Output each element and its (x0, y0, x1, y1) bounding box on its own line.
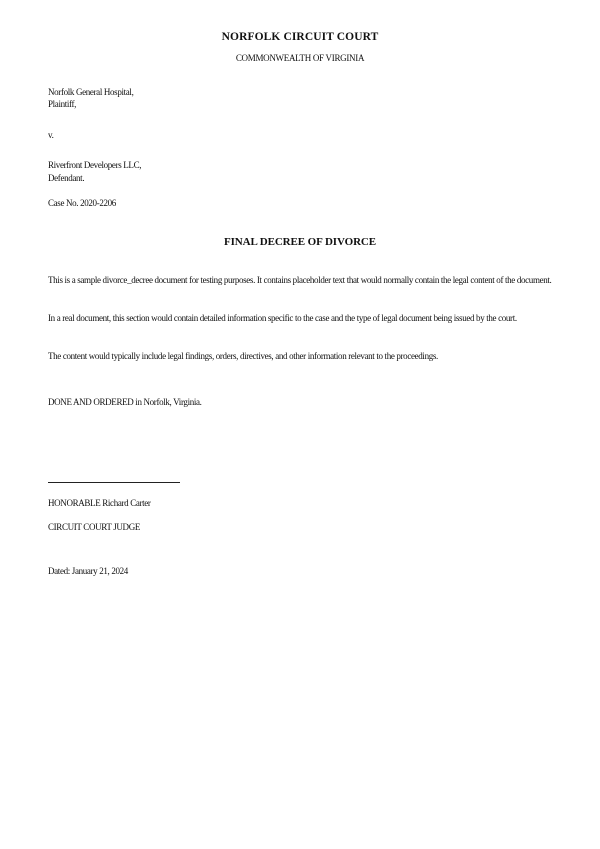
done-ordered-statement: DONE AND ORDERED in Norfolk, Virginia. (48, 397, 202, 407)
judge-title: CIRCUIT COURT JUDGE (48, 522, 140, 532)
court-name: NORFOLK CIRCUIT COURT (221, 31, 379, 43)
body-paragraph-1: This is a sample divorce_decree document for testing purposes. It contains placeholder text that would normally contain the legal content of the document. (48, 275, 552, 285)
case-number: Case No. 2020-2206 (48, 198, 116, 208)
plaintiff-name: Norfolk General Hospital, (48, 87, 134, 97)
dated-line: Dated: January 21, 2024 (48, 566, 128, 576)
body-paragraph-3: The content would typically include legal findings, orders, directives, and other information relevant to the proceedings. (48, 351, 438, 361)
judge-name: HONORABLE Richard Carter (48, 498, 151, 508)
defendant-name: Riverfront Developers LLC, (48, 160, 142, 170)
defendant-role: Defendant. (48, 173, 85, 183)
body-paragraph-2: In a real document, this section would contain detailed information specific to the case and the type of legal document being issued by the court. (48, 313, 517, 323)
plaintiff-role: Plaintiff, (48, 99, 77, 109)
document-title: FINAL DECREE OF DIVORCE (223, 236, 376, 248)
versus-label: v. (48, 130, 54, 140)
signature-line (48, 482, 180, 483)
jurisdiction: COMMONWEALTH OF VIRGINIA (235, 53, 365, 63)
